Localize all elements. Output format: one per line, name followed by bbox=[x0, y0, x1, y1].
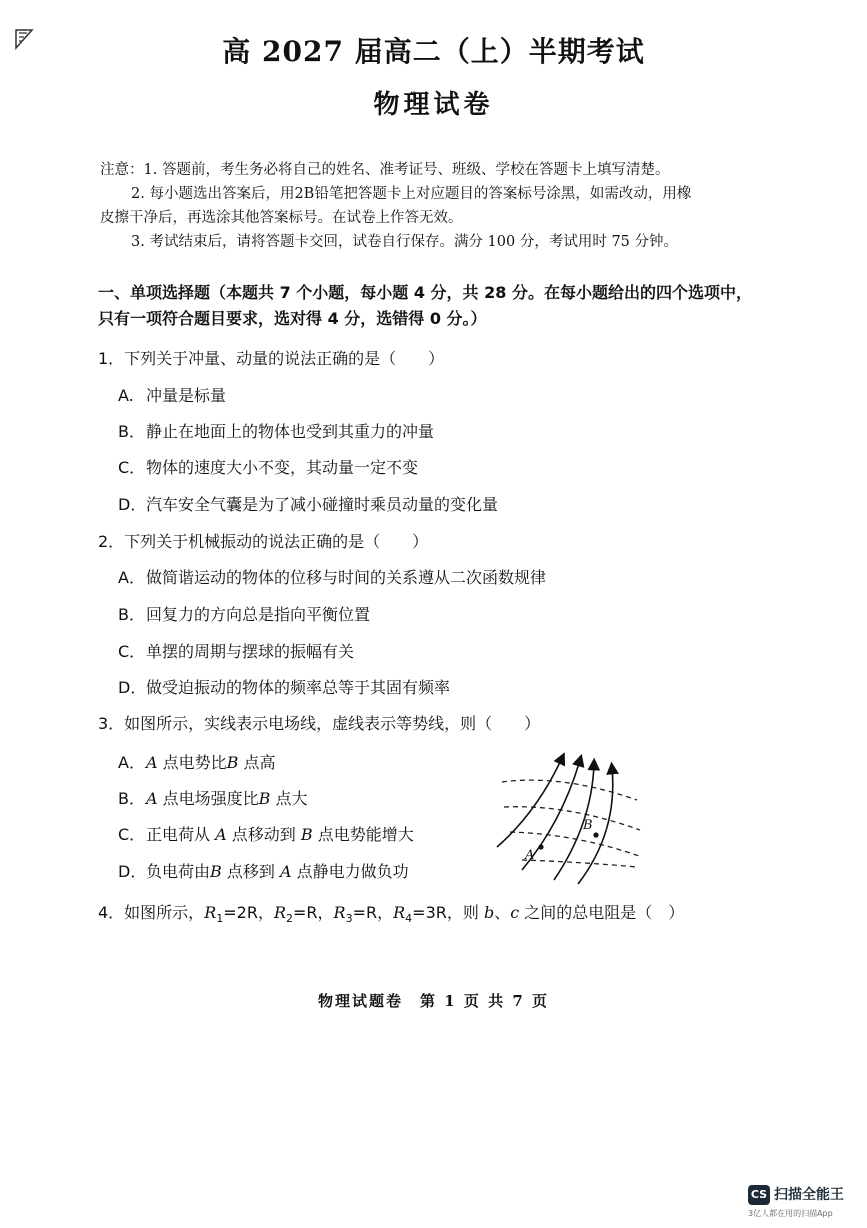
r3-value: =R， bbox=[352, 903, 394, 922]
r4-subscript: 4 bbox=[405, 912, 413, 926]
camscanner-logo-icon: CS bbox=[748, 1185, 770, 1205]
r4-symbol: R bbox=[393, 903, 406, 922]
question-3-option-a bbox=[118, 750, 276, 773]
option-label: A. bbox=[118, 386, 134, 405]
r3-subscript: 3 bbox=[345, 912, 353, 926]
q4-suffix-pre: 则 bbox=[462, 903, 484, 922]
r4-value: =3R， bbox=[412, 903, 463, 922]
r1-symbol: R bbox=[204, 903, 217, 922]
question-3-option-b bbox=[118, 786, 308, 809]
r2-symbol: R bbox=[273, 903, 286, 922]
question-2-option-c bbox=[118, 639, 354, 662]
option-text: 静止在地面上的物体也受到其重力的冲量 bbox=[146, 422, 435, 441]
option-label: D． bbox=[118, 678, 147, 697]
option-label: B． bbox=[118, 789, 145, 808]
option-text: 点电场强度比 bbox=[157, 789, 259, 808]
equipotential-line bbox=[522, 860, 637, 867]
question-2-option-b bbox=[118, 602, 370, 625]
option-text: 点大 bbox=[270, 789, 308, 808]
option-text: 正电荷从 bbox=[146, 825, 216, 844]
q4-prefix: 4．如图所示， bbox=[98, 903, 205, 922]
section-heading-line-2: 只有一项符合题目要求，选对得 4 分，选错得 0 分。） bbox=[98, 309, 487, 328]
exam-title: 高 2027 届高二（上）半期考试 bbox=[222, 35, 645, 68]
option-label: B． bbox=[118, 422, 145, 441]
option-text: 物体的速度大小不变，其动量一定不变 bbox=[146, 458, 419, 477]
question-1-option-a bbox=[118, 383, 226, 406]
option-label: C． bbox=[118, 458, 146, 477]
option-text: 冲量是标量 bbox=[146, 386, 227, 405]
question-1-option-d bbox=[118, 492, 498, 515]
option-label: C． bbox=[118, 642, 146, 661]
camscanner-watermark bbox=[748, 1182, 852, 1222]
page-footer: 物理试题卷 第 1 页 共 7 页 bbox=[318, 992, 549, 1010]
option-text: 点移动到 bbox=[226, 825, 301, 844]
notice-block bbox=[100, 158, 780, 254]
option-text: 点电势能增大 bbox=[312, 825, 414, 844]
question-1-option-b bbox=[118, 419, 434, 442]
option-label: D． bbox=[118, 495, 147, 514]
point-label: B bbox=[258, 789, 271, 808]
option-text: 点静电力做负功 bbox=[291, 862, 409, 881]
option-text: 负电荷由 bbox=[146, 862, 211, 881]
point-b-label: B bbox=[583, 818, 593, 833]
question-3-option-c bbox=[118, 822, 414, 845]
question-4-stem bbox=[98, 900, 684, 925]
point-label: A bbox=[146, 789, 158, 808]
question-1-option-c bbox=[118, 455, 418, 478]
option-text: 单摆的周期与摆球的振幅有关 bbox=[146, 642, 355, 661]
node-c: c bbox=[510, 903, 520, 922]
question-2-option-a bbox=[118, 565, 546, 588]
option-label: D． bbox=[118, 862, 147, 881]
notice-line-4: 3. 考试结束后，请将答题卡交回，试卷自行保存。满分 100 分，考试用时 75 分钟。 bbox=[131, 234, 679, 250]
question-1-stem: 1．下列关于冲量、动量的说法正确的是（ ） bbox=[98, 349, 445, 368]
option-label: B． bbox=[118, 605, 145, 624]
q4-sep: 、 bbox=[494, 903, 511, 922]
camscanner-tagline: 3亿人都在用的扫描App bbox=[748, 1209, 833, 1218]
option-label: A． bbox=[118, 568, 145, 587]
option-label: C． bbox=[118, 825, 146, 844]
exam-subtitle: 物理试卷 bbox=[373, 90, 494, 120]
notice-line-2: 2. 每小题选出答案后，用2B铅笔把答题卡上对应题目的答案标号涂黑，如需改动，用橡 bbox=[131, 186, 692, 202]
option-label: A． bbox=[118, 753, 145, 772]
question-3-option-d bbox=[118, 859, 409, 882]
section-heading bbox=[98, 280, 798, 332]
option-text: 点电势比 bbox=[157, 753, 227, 772]
option-text: 回复力的方向总是指向平衡位置 bbox=[146, 605, 371, 624]
notice-line-3: 皮擦干净后，再选涂其他答案标号。在试卷上作答无效。 bbox=[100, 210, 463, 226]
point-label: A bbox=[215, 825, 227, 844]
option-text: 点移到 bbox=[221, 862, 280, 881]
question-2-option-d bbox=[118, 675, 450, 698]
point-label: B bbox=[226, 753, 239, 772]
point-b-dot bbox=[593, 832, 598, 837]
point-label: B bbox=[210, 862, 222, 881]
section-heading-line-1: 一、单项选择题（本题共 7 个小题，每小题 4 分，共 28 分。在每小题给出的四个选项中， bbox=[98, 283, 752, 302]
question-2-stem: 2．下列关于机械振动的说法正确的是（ ） bbox=[98, 532, 429, 551]
camscanner-name: 扫描全能王 bbox=[774, 1187, 844, 1203]
point-label: A bbox=[279, 862, 292, 881]
notice-line-1: 注意：1. 答题前，考生务必将自己的姓名、准考证号、班级、学校在答题卡上填写清楚。 bbox=[100, 162, 670, 178]
r2-value: =R， bbox=[293, 903, 334, 922]
option-text: 做受迫振动的物体的频率总等于其固有频率 bbox=[146, 678, 451, 697]
node-b: b bbox=[483, 903, 495, 922]
r2-subscript: 2 bbox=[286, 912, 293, 926]
electric-field-figure bbox=[492, 752, 642, 887]
point-a-label: A bbox=[525, 848, 535, 863]
r1-value: =2R， bbox=[223, 903, 274, 922]
point-a-dot bbox=[538, 844, 543, 849]
option-text: 点高 bbox=[238, 753, 276, 772]
option-text: 做简谐运动的物体的位移与时间的关系遵从二次函数规律 bbox=[146, 568, 547, 587]
q4-suffix: 之间的总电阻是（ ） bbox=[519, 903, 685, 922]
r3-symbol: R bbox=[333, 903, 346, 922]
point-label: A bbox=[146, 753, 158, 772]
question-3-stem: 3．如图所示，实线表示电场线，虚线表示等势线，则（ ） bbox=[98, 714, 541, 733]
point-label: B bbox=[300, 825, 313, 844]
r1-subscript: 1 bbox=[216, 912, 224, 926]
option-text: 汽车安全气囊是为了减小碰撞时乘员动量的变化量 bbox=[146, 495, 499, 514]
